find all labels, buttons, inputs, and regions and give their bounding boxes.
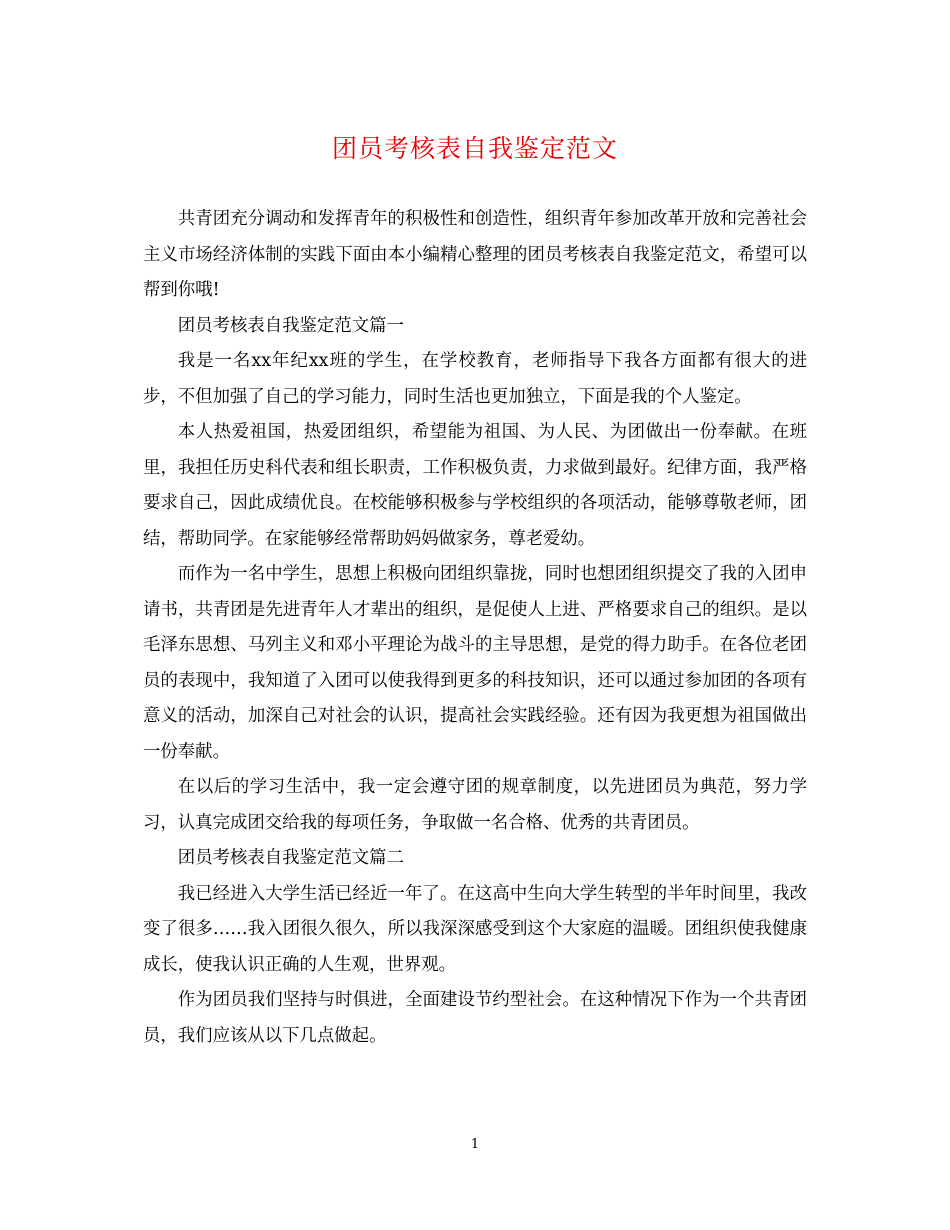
- paragraph: 我已经进入大学生活已经近一年了。在这高中生向大学生转型的半年时间里，我改变了很多……我入团很久很久，所以我深深感受到这个大家庭的温暖。团组织使我健康成长，使我认识正确的人生观，世界观。: [143, 883, 807, 975]
- paragraph: 在以后的学习生活中，我一定会遵守团的规章制度，以先进团员为典范，努力学习，认真完成团交给我的每项任务，争取做一名合格、优秀的共青团员。: [143, 777, 807, 833]
- paragraph-intro: 共青团充分调动和发挥青年的积极性和创造性，组织青年参加改革开放和完善社会主义市场经济体制的实践下面由本小编精心整理的团员考核表自我鉴定范文，希望可以帮到你哦!: [143, 209, 807, 300]
- document-body: [143, 202, 807, 1054]
- paragraph: 作为团员我们坚持与时俱进，全面建设节约型社会。在这种情况下作为一个共青团员，我们应该从以下几点做起。: [143, 990, 807, 1046]
- paragraph: 而作为一名中学生，思想上积极向团组织靠拢，同时也想团组织提交了我的入团申请书，共青团是先进青年人才辈出的组织，是促使人上进、严格要求自己的组织。是以毛泽东思想、马列主义和邓小平理论为战斗的主导思想，是党的得力助手。在各位老团员的表现中，我知道了入团可以使我得到更多的科技知识，还可以通过参加团的各项有意义的活动，加深自己对社会的认识，提高社会实践经验。还有因为我更想为祖国做出一份奉献。: [143, 564, 807, 762]
- paragraph: 本人热爱祖国，热爱团组织，希望能为祖国、为人民、为团做出一份奉献。在班里，我担任历史科代表和组长职责，工作积极负责，力求做到最好。纪律方面，我严格要求自己，因此成绩优良。在校能够积极参与学校组织的各项活动，能够尊敬老师，团结，帮助同学。在家能够经常帮助妈妈做家务，尊老爱幼。: [143, 422, 807, 549]
- section-heading-2: 团员考核表自我鉴定范文篇二: [177, 848, 404, 868]
- page-number: 1: [470, 1137, 480, 1152]
- document-title: 团员考核表自我鉴定范文: [331, 134, 618, 163]
- paragraph: 我是一名xx年纪xx班的学生，在学校教育，老师指导下我各方面都有很大的进步，不但加强了自己的学习能力，同时生活也更加独立，下面是我的个人鉴定。: [143, 351, 807, 407]
- section-heading-1: 团员考核表自我鉴定范文篇一: [177, 315, 404, 336]
